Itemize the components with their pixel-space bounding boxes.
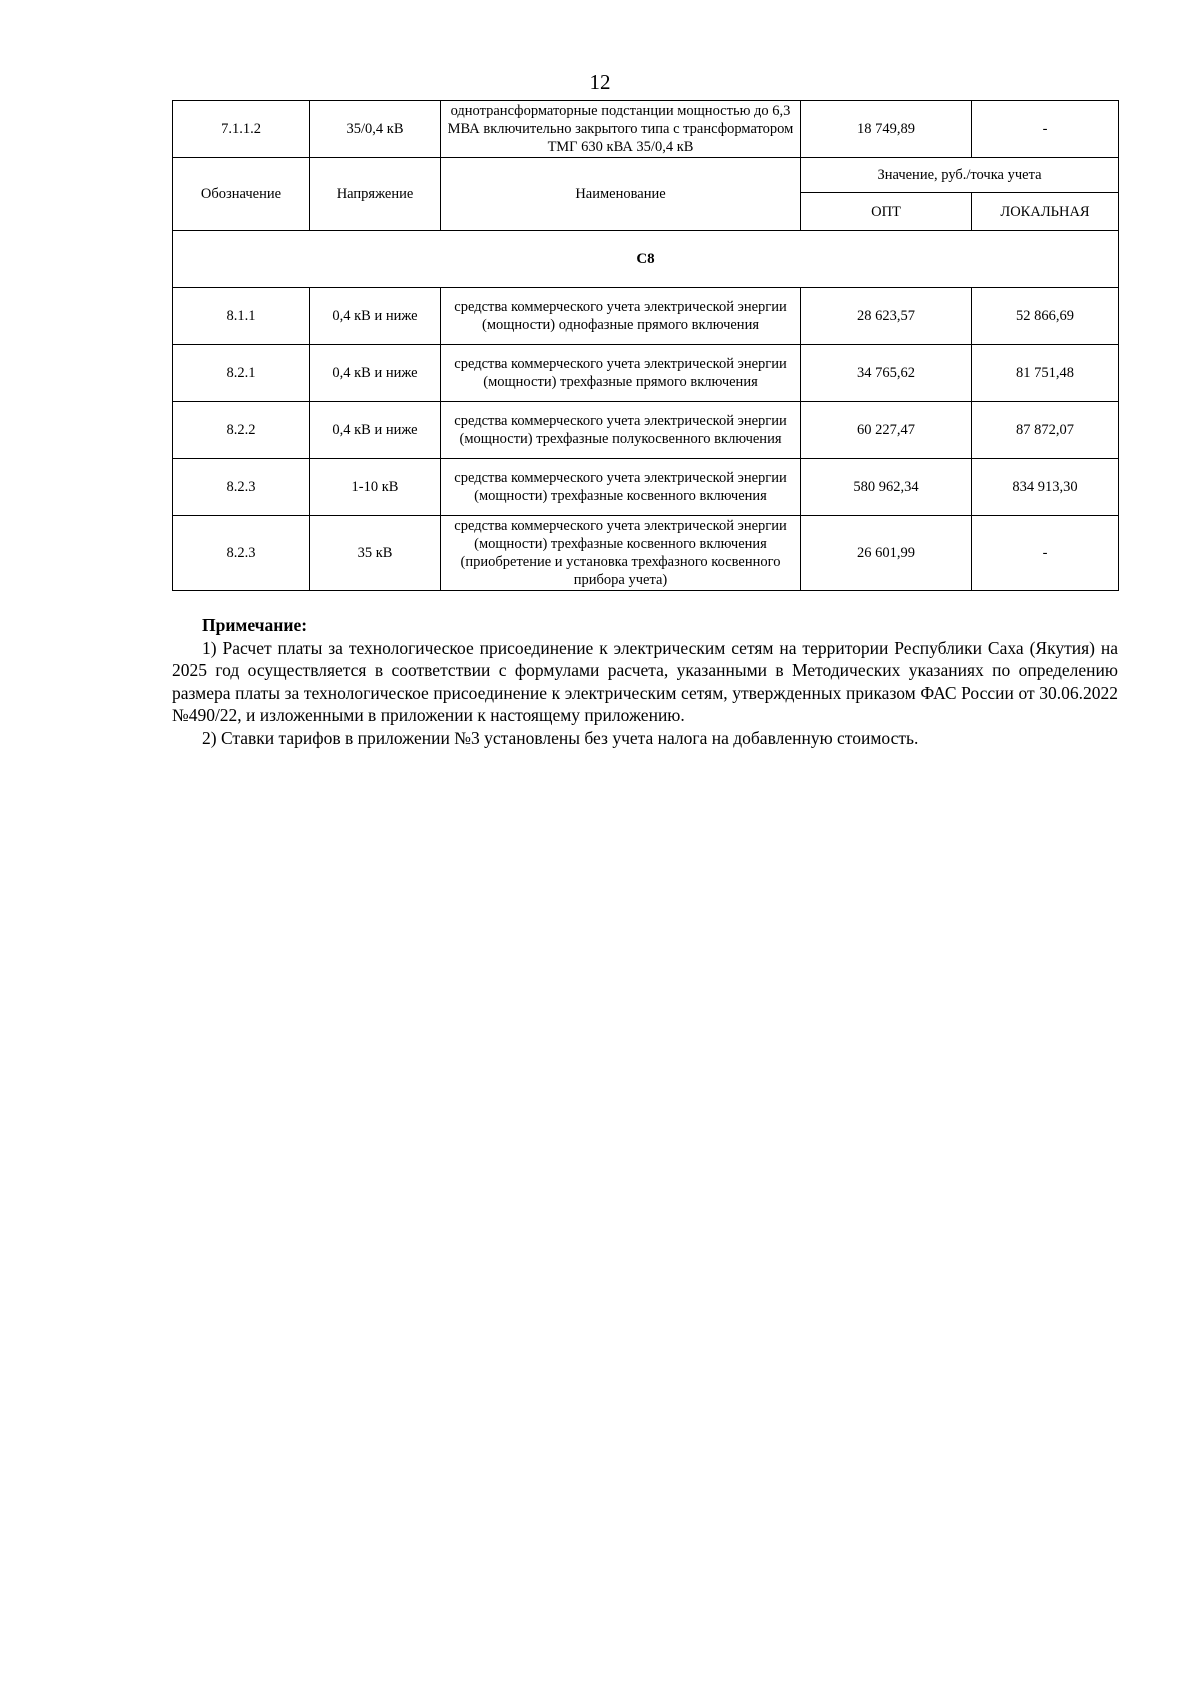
cell-opt: 28 623,57 xyxy=(801,288,972,345)
cell-name: однотрансформаторные подстанции мощностью до 6,3 МВА включительно закрытого типа с трансформатором ТМГ 630 кВА 35/0,4 кВ xyxy=(441,101,801,158)
cell-name: средства коммерческого учета электрической энергии (мощности) трехфазные полукосвенного включения xyxy=(441,402,801,459)
cell-code: 8.1.1 xyxy=(173,288,310,345)
cell-local: 87 872,07 xyxy=(972,402,1119,459)
cell-voltage: 35/0,4 кВ xyxy=(310,101,441,158)
section-row xyxy=(173,231,1119,288)
cell-voltage: 0,4 кВ и ниже xyxy=(310,288,441,345)
cell-opt: 26 601,99 xyxy=(801,516,972,591)
cell-code: 8.2.2 xyxy=(173,402,310,459)
note-item: 1) Расчет платы за технологическое присоединение к электрическим сетям на территории Республики Саха (Якутия) на 2025 год осуществляется в соответствии с формулами расчета, указанными в Методических указаниях по определению размера платы за технологическое присоединение к электрическим сетям, утвержденных приказом ФАС России от 30.06.2022 №490/22, и изложенными в приложении к настоящему приложению. xyxy=(172,637,1118,725)
section-title: С8 xyxy=(173,231,1119,288)
table-row xyxy=(173,288,1119,345)
header-value-group: Значение, руб./точка учета xyxy=(801,158,1119,193)
cell-local: - xyxy=(972,101,1119,158)
header-code: Обозначение xyxy=(173,158,310,231)
cell-voltage: 1-10 кВ xyxy=(310,459,441,516)
cell-name: средства коммерческого учета электрической энергии (мощности) трехфазные прямого включения xyxy=(441,345,801,402)
cell-code: 8.2.1 xyxy=(173,345,310,402)
cell-name: средства коммерческого учета электрической энергии (мощности) однофазные прямого включения xyxy=(441,288,801,345)
table-row xyxy=(173,101,1119,158)
cell-opt: 60 227,47 xyxy=(801,402,972,459)
cell-voltage: 35 кВ xyxy=(310,516,441,591)
table-header-row xyxy=(173,158,1119,193)
table-row xyxy=(173,459,1119,516)
cell-code: 8.2.3 xyxy=(173,516,310,591)
cell-local: 52 866,69 xyxy=(972,288,1119,345)
cell-local: - xyxy=(972,516,1119,591)
notes-title: Примечание: xyxy=(202,615,308,635)
table-row xyxy=(173,516,1119,591)
cell-name: средства коммерческого учета электрической энергии (мощности) трехфазные косвенного включения (приобретение и установка трехфазного косвенного прибора учета) xyxy=(441,516,801,591)
tariff-table xyxy=(172,100,1119,591)
cell-local: 81 751,48 xyxy=(972,345,1119,402)
cell-opt: 580 962,34 xyxy=(801,459,972,516)
table-row xyxy=(173,402,1119,459)
cell-local: 834 913,30 xyxy=(972,459,1119,516)
header-voltage: Напряжение xyxy=(310,158,441,231)
notes-block xyxy=(172,614,1118,749)
header-opt: ОПТ xyxy=(801,193,972,231)
header-local: ЛОКАЛЬНАЯ xyxy=(972,193,1119,231)
cell-voltage: 0,4 кВ и ниже xyxy=(310,402,441,459)
cell-name: средства коммерческого учета электрической энергии (мощности) трехфазные косвенного включения xyxy=(441,459,801,516)
cell-code: 7.1.1.2 xyxy=(173,101,310,158)
page-number: 12 xyxy=(589,70,611,94)
cell-opt: 34 765,62 xyxy=(801,345,972,402)
cell-code: 8.2.3 xyxy=(173,459,310,516)
cell-opt: 18 749,89 xyxy=(801,101,972,158)
note-item: 2) Ставки тарифов в приложении №3 установлены без учета налога на добавленную стоимость. xyxy=(202,727,919,748)
table-row xyxy=(173,345,1119,402)
header-name: Наименование xyxy=(441,158,801,231)
cell-voltage: 0,4 кВ и ниже xyxy=(310,345,441,402)
